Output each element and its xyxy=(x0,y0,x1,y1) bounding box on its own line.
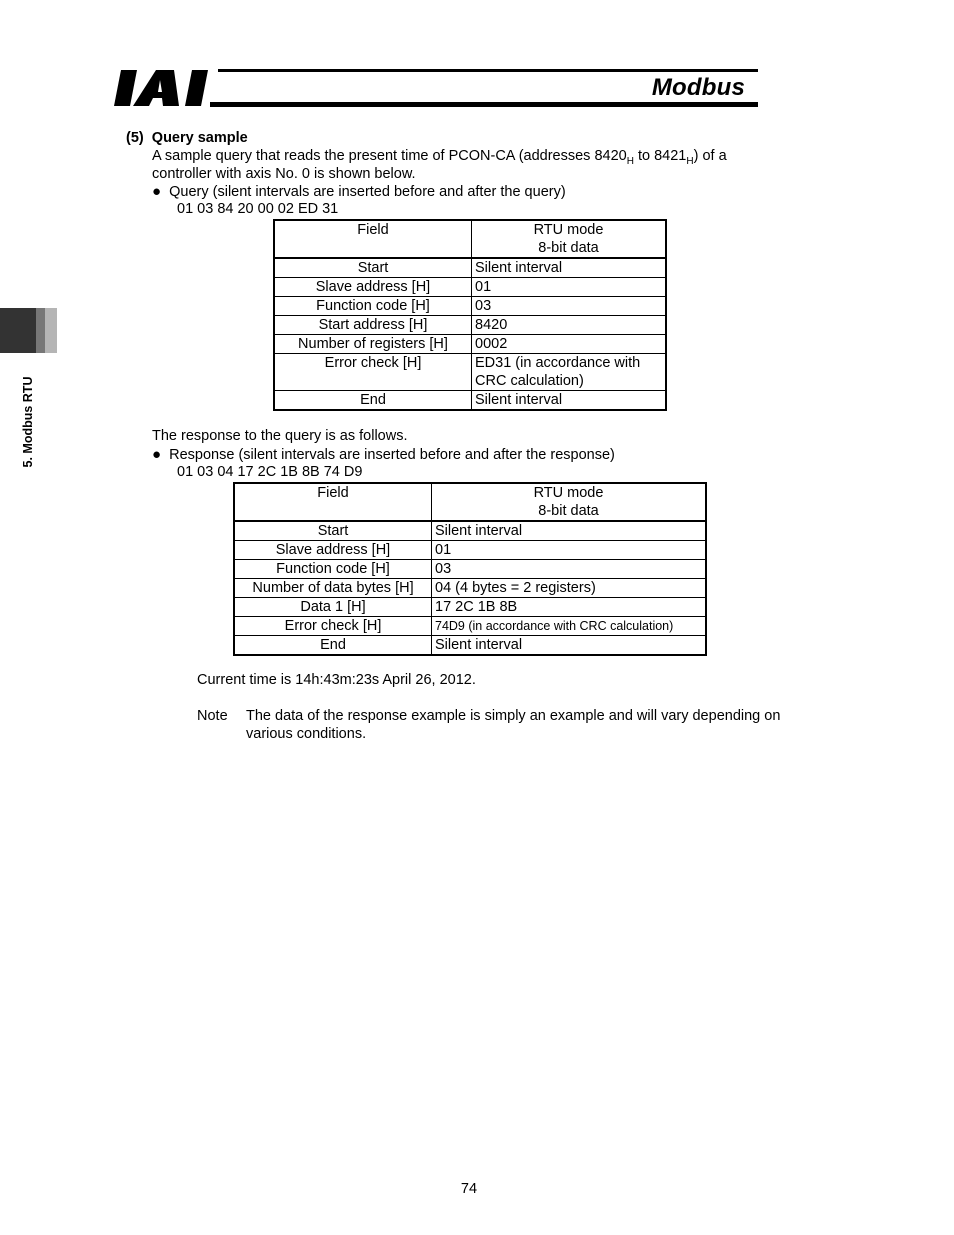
response-bullet-item xyxy=(152,446,615,464)
table-row: Slave address [H] 01 xyxy=(234,541,706,560)
section-title: Query sample xyxy=(151,130,248,146)
chapter-tab-dark xyxy=(0,308,36,353)
intro-line-1: A sample query that reads the present time of PCON-CA (addresses $8420_H$ to $8421_H$) of a xyxy=(152,148,727,167)
table-row: Slave address [H] 01 xyxy=(274,278,666,297)
header-field: Field xyxy=(234,483,432,521)
response-table xyxy=(233,482,707,656)
header-rule-top xyxy=(218,69,758,72)
current-time-text: Current time is 14h:43m:23s April 26, 2012. xyxy=(197,672,476,688)
header-field: Field xyxy=(274,220,472,258)
note-line-1: The data of the response example is simply an example and will vary depending on xyxy=(246,708,781,724)
header-rtu-mode: RTU mode 8-bit data xyxy=(472,220,667,258)
table-row: End Silent interval xyxy=(234,636,706,656)
bullet-icon: ● xyxy=(152,183,162,200)
bullet-icon: ● xyxy=(152,446,162,463)
section-number: (5) xyxy=(126,130,144,146)
table-row: Function code [H] 03 xyxy=(234,560,706,579)
response-intro: The response to the query is as follows. xyxy=(152,428,408,444)
header-title: Modbus xyxy=(651,74,745,101)
table-header-row xyxy=(234,483,706,521)
section-heading xyxy=(126,130,248,147)
table-row: Number of registers [H] 0002 xyxy=(274,335,666,354)
table-row: Error check [H] ED31 (in accordance with CRC calculation) xyxy=(274,354,666,391)
table-row: Error check [H] 74D9 (in accordance with CRC calculation) xyxy=(234,617,706,636)
table-header-row xyxy=(274,220,666,258)
table-row: Function code [H] 03 xyxy=(274,297,666,316)
header-rtu-mode: RTU mode 8-bit data xyxy=(432,483,707,521)
query-bytes: 01 03 84 20 00 02 ED 31 xyxy=(177,201,339,217)
chapter-tab-light xyxy=(45,308,57,353)
note-label: Note xyxy=(197,708,228,724)
table-row: Number of data bytes [H] 04 (4 bytes = 2 registers) xyxy=(234,579,706,598)
response-bytes: 01 03 04 17 2C 1B 8B 74 D9 xyxy=(177,464,363,480)
page-number: 74 xyxy=(460,1181,478,1197)
header-rule-bottom xyxy=(210,102,758,107)
query-bullet-text: Query (silent intervals are inserted before and after the query) xyxy=(169,184,566,200)
chapter-tab-mid xyxy=(36,308,45,353)
response-bullet-text: Response (silent intervals are inserted before and after the response) xyxy=(169,447,615,463)
intro-line-2: controller with axis No. 0 is shown below. xyxy=(152,166,416,182)
note-line-2: various conditions. xyxy=(246,726,367,742)
table-row: Start address [H] 8420 xyxy=(274,316,666,335)
table-row: Start Silent interval xyxy=(234,521,706,541)
table-row: Start Silent interval xyxy=(274,258,666,278)
iai-logo xyxy=(113,68,213,108)
chapter-label: 5. Modbus RTU xyxy=(21,376,35,468)
query-table xyxy=(273,219,667,411)
table-row: Data 1 [H] 17 2C 1B 8B xyxy=(234,598,706,617)
query-bullet-item xyxy=(152,183,566,201)
table-row: End Silent interval xyxy=(274,391,666,411)
